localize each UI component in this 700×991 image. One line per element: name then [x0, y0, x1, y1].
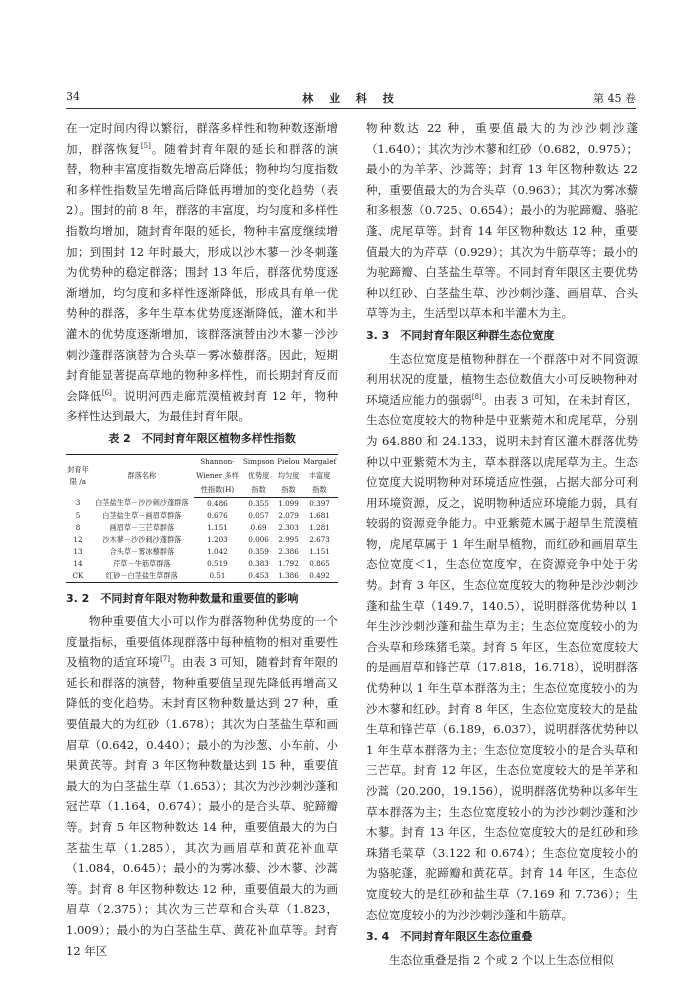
page-number: 34 [66, 90, 80, 103]
volume-label: 第 45 卷 [593, 92, 636, 105]
paragraph-species-count: 物种数达 22 种，重要值最大的为沙沙刺沙蓬（1.640）；其次为沙木蓼和红砂（0.682，0.975）；最小的为羊茅、沙蒿等；封育 13 年区物种数达 22 种，重要值最大的为合头草（0.963）；其次为雾冰藜和多根葱（0.725、0.654）；最小的为驼蹄瓣、骆驼蓬、虎尾草等。封育 14 年区物种数达 12 种，重要值最大的为芹草（0.929）；其次为牛筋草等；最小的为驼蹄瓣、白茎盐生草等。不同封育年限区主要优势种以红砂、白茎盐生草、沙沙刺沙蓬、画眉草、合头草等为主，生活型以草本和半灌木为主。 [366, 121, 638, 321]
running-header [66, 90, 636, 109]
citation-6: [6] [101, 388, 112, 397]
col-header-name: 群落名称 [90, 454, 194, 497]
right-column [366, 118, 638, 970]
table-row: 13 合头草－雾冰藜群落 1.042 0.359 2.386 1.151 [73, 546, 330, 556]
paragraph-diversity: 在一定时间内得以繁衍，群落多样性和物种数逐渐增加，群落恢复[5]。随着封育年限的延长和群落的演替，物种丰富度指数先增高后降低；物种均匀度指数和多样性指数呈先增高后降低再增加的变化趋势（表 2）。围封的前 8 年，群落的丰富度，均匀度和多样性指数均增加，随封育年限的延长，物种丰富度继续增加；到围封 12 年时最大，形成以沙木蓼－沙冬刺蓬为优势种的稳定群落；围封 13 年后，群落优势度逐渐增加，均匀度和多样性逐渐降低，形成具有单一优势种的群落，多年生草本优势度逐渐降低，灌木和半灌木的优势度逐渐增加，该群落演替由沙木蓼－沙沙刺沙蓬群落演替为合头草－雾冰藜群落。因此，短期封育能显著提高草地的物种多样性，而长期封育反而会降低[6]。说明河西走廊荒漠植被封育 12 年，物种多样性达到最大，为最佳封育年限。 [66, 121, 339, 424]
citation-5: [5] [140, 141, 151, 150]
table-row: 12 沙木蓼－沙沙刺沙蓬群落 1.203 0.006 2.995 2.673 [73, 534, 330, 544]
paragraph-niche-breadth: 生态位宽度是植物种群在一个群落中对不同资源利用状况的度量，植物生态位数值大小可反映物种对环境适应能力的强弱[8]。由表 3 可知，在未封育区，生态位宽度较大的物种是中亚紫菀木和虎尾草，分别为 64.880 和 24.133，说明未封育区灌木群落优势种以中亚紫菀木为主，草本群落以虎尾草为主。生态位宽度大说明物种对环境适应性强，占据大部分可利用环境资源，反之，说明物种适应环境能力弱，具有较弱的资源竞争能力。中亚紫菀木属于超旱生荒漠植物，虎尾草属于 1 年生耐旱植物，而红砂和画眉草生态位宽度＜1，生态位宽度窄，在资源竞争中处于劣势。封育 3 年区，生态位宽度较大的物种是沙沙刺沙蓬和盐生草（149.7，140.5），说明群落优势种以 1 年生沙沙刺沙蓬和盐生草为主；生态位宽度较小的为合头草和珍珠猪毛菜。封育 5 年区，生态位宽度较大的是画眉草和锋芒草（17.818，16.718），说明群落优势种以 1 年生草本群落为主；生态位宽度较小的为沙木蓼和红砂。封育 8 年区，生态位宽度较大的是盐生草和锋芒草（6.189，6.037），说明群落优势种以 1 年生草本群落为主；生态位宽度较小的是合头草和三芒草。封育 12 年区，生态位宽度较大的是羊茅和沙蒿（20.200，19.156），说明群落优势种以多年生草本群落为主；生态位宽度较小的为沙沙刺沙蓬和沙木蓼。封育 13 年区，生态位宽度较大的是红砂和珍珠猪毛菜草（3.122 和 0.674）；生态位宽度较小的为骆驼蓬，驼蹄瓣和黄花草。封育 14 年区，生态位宽度较大的是红砂和盐生草（7.169 和 7.736）；生态位宽度较小的为沙沙刺沙蓬和牛筋草。 [366, 351, 638, 922]
col-header-years: 封育年 限 /a [66, 454, 90, 497]
col-header-simpson: Simpson [241, 454, 276, 469]
left-column [66, 118, 338, 961]
table-row: 3 白茎盐生草－沙沙刺沙蓬群落 0.486 0.355 1.099 0.397 [75, 498, 330, 508]
citation-8: [8] [471, 392, 482, 401]
table-row: 8 画眉草－三芒草群落 1.151 0.69 2.303 1.281 [75, 522, 330, 532]
table-row: CK 红砂－白茎盐生草群落 0.51 0.453 1.386 0.492 [66, 570, 338, 583]
col-header-pielou: Pielou [276, 454, 301, 469]
citation-7: [7] [160, 655, 170, 664]
table-row: 5 白茎盐生草－画眉草群落 0.676 0.057 2.079 1.681 [75, 510, 330, 520]
table-2-title: 表 2 不同封育年限区植物多样性指数 [108, 431, 296, 445]
journal-name: 林 业 科 技 [302, 92, 400, 105]
section-3-4-heading: 3. 4 不同封育年限区生态位重叠 [366, 930, 533, 944]
section-3-3-heading: 3. 3 不同封育年限区种群生态位宽度 [366, 328, 555, 342]
col-header-margalef: Margalef [301, 454, 338, 469]
table-row: 14 芹草－牛筋草群落 0.519 0.383 1.792 0.865 [73, 558, 330, 568]
diversity-table: 封育年 限 /a 群落名称 Shannon- Simpson Pielou Margalef Wiener 多样 优势度 均匀度 丰富度 性指数(H) 指数 指数 指数 3 白茎盐生草－沙沙刺沙蓬群落 0.486 0.355 1.099 0.397 5 白茎盐生草－画眉草群落 0.676 0.057 2.079 1.681 8 画眉草－三芒草群落 1.151 0.69 2.303 1.281 12 沙木蓼－沙沙刺沙蓬群落 1.203 0.006 2.995 2.673 13 合头草－雾冰藜群落 1.042 0.359 2.386 1.151 14 芹草－牛筋草群落 0.519 0.383 1.792 0.865 CK 红砂－白茎盐生草群落 0.51 0.453 1.386 0.492 [66, 454, 338, 583]
col-header-shannon: Shannon- [194, 454, 242, 469]
paragraph-niche-overlap: 生态位重叠是指 2 个或 2 个以上生态位相似 [389, 952, 614, 967]
section-3-2-heading: 3. 2 不同封育年限对物种数量和重要值的影响 [66, 591, 299, 605]
paragraph-importance-value: 物种重要值大小可以作为群落物种优势度的一个度量指标，重要值体现群落中每种植物的相对重要性及植物的适宜环境[7]。由表 3 可知，随着封育年限的延长和群落的演替，物种重要值呈现先降低再增高又降低的变化趋势。未封育区物种数量达到 27 种，重要值最大的为红砂（1.678）；其次为白茎盐生草和画眉草（0.642，0.440）；最小的为沙葱、小车前、小果黄芪等。封育 3 年区物种数量达到 15 种，重要值最大的为白茎盐生草（1.653）；其次为沙沙刺沙蓬和冠芒草（1.164，0.674）；最小的是合头草、驼蹄瓣等。封育 5 年区物种数达 14 种，重要值最大的为白茎盐生草（1.285），其次为画眉草和黄花补血草（1.084，0.645）；最小的为雾冰藜、沙木蓼、沙蒿等。封育 8 年区物种数达 12 种，重要值最大的为画眉草（2.375）；其次为三芒草和合头草（1.823，1.009）；最小的为白茎盐生草、黄花补血草等。封育 12 年区 [66, 614, 338, 958]
